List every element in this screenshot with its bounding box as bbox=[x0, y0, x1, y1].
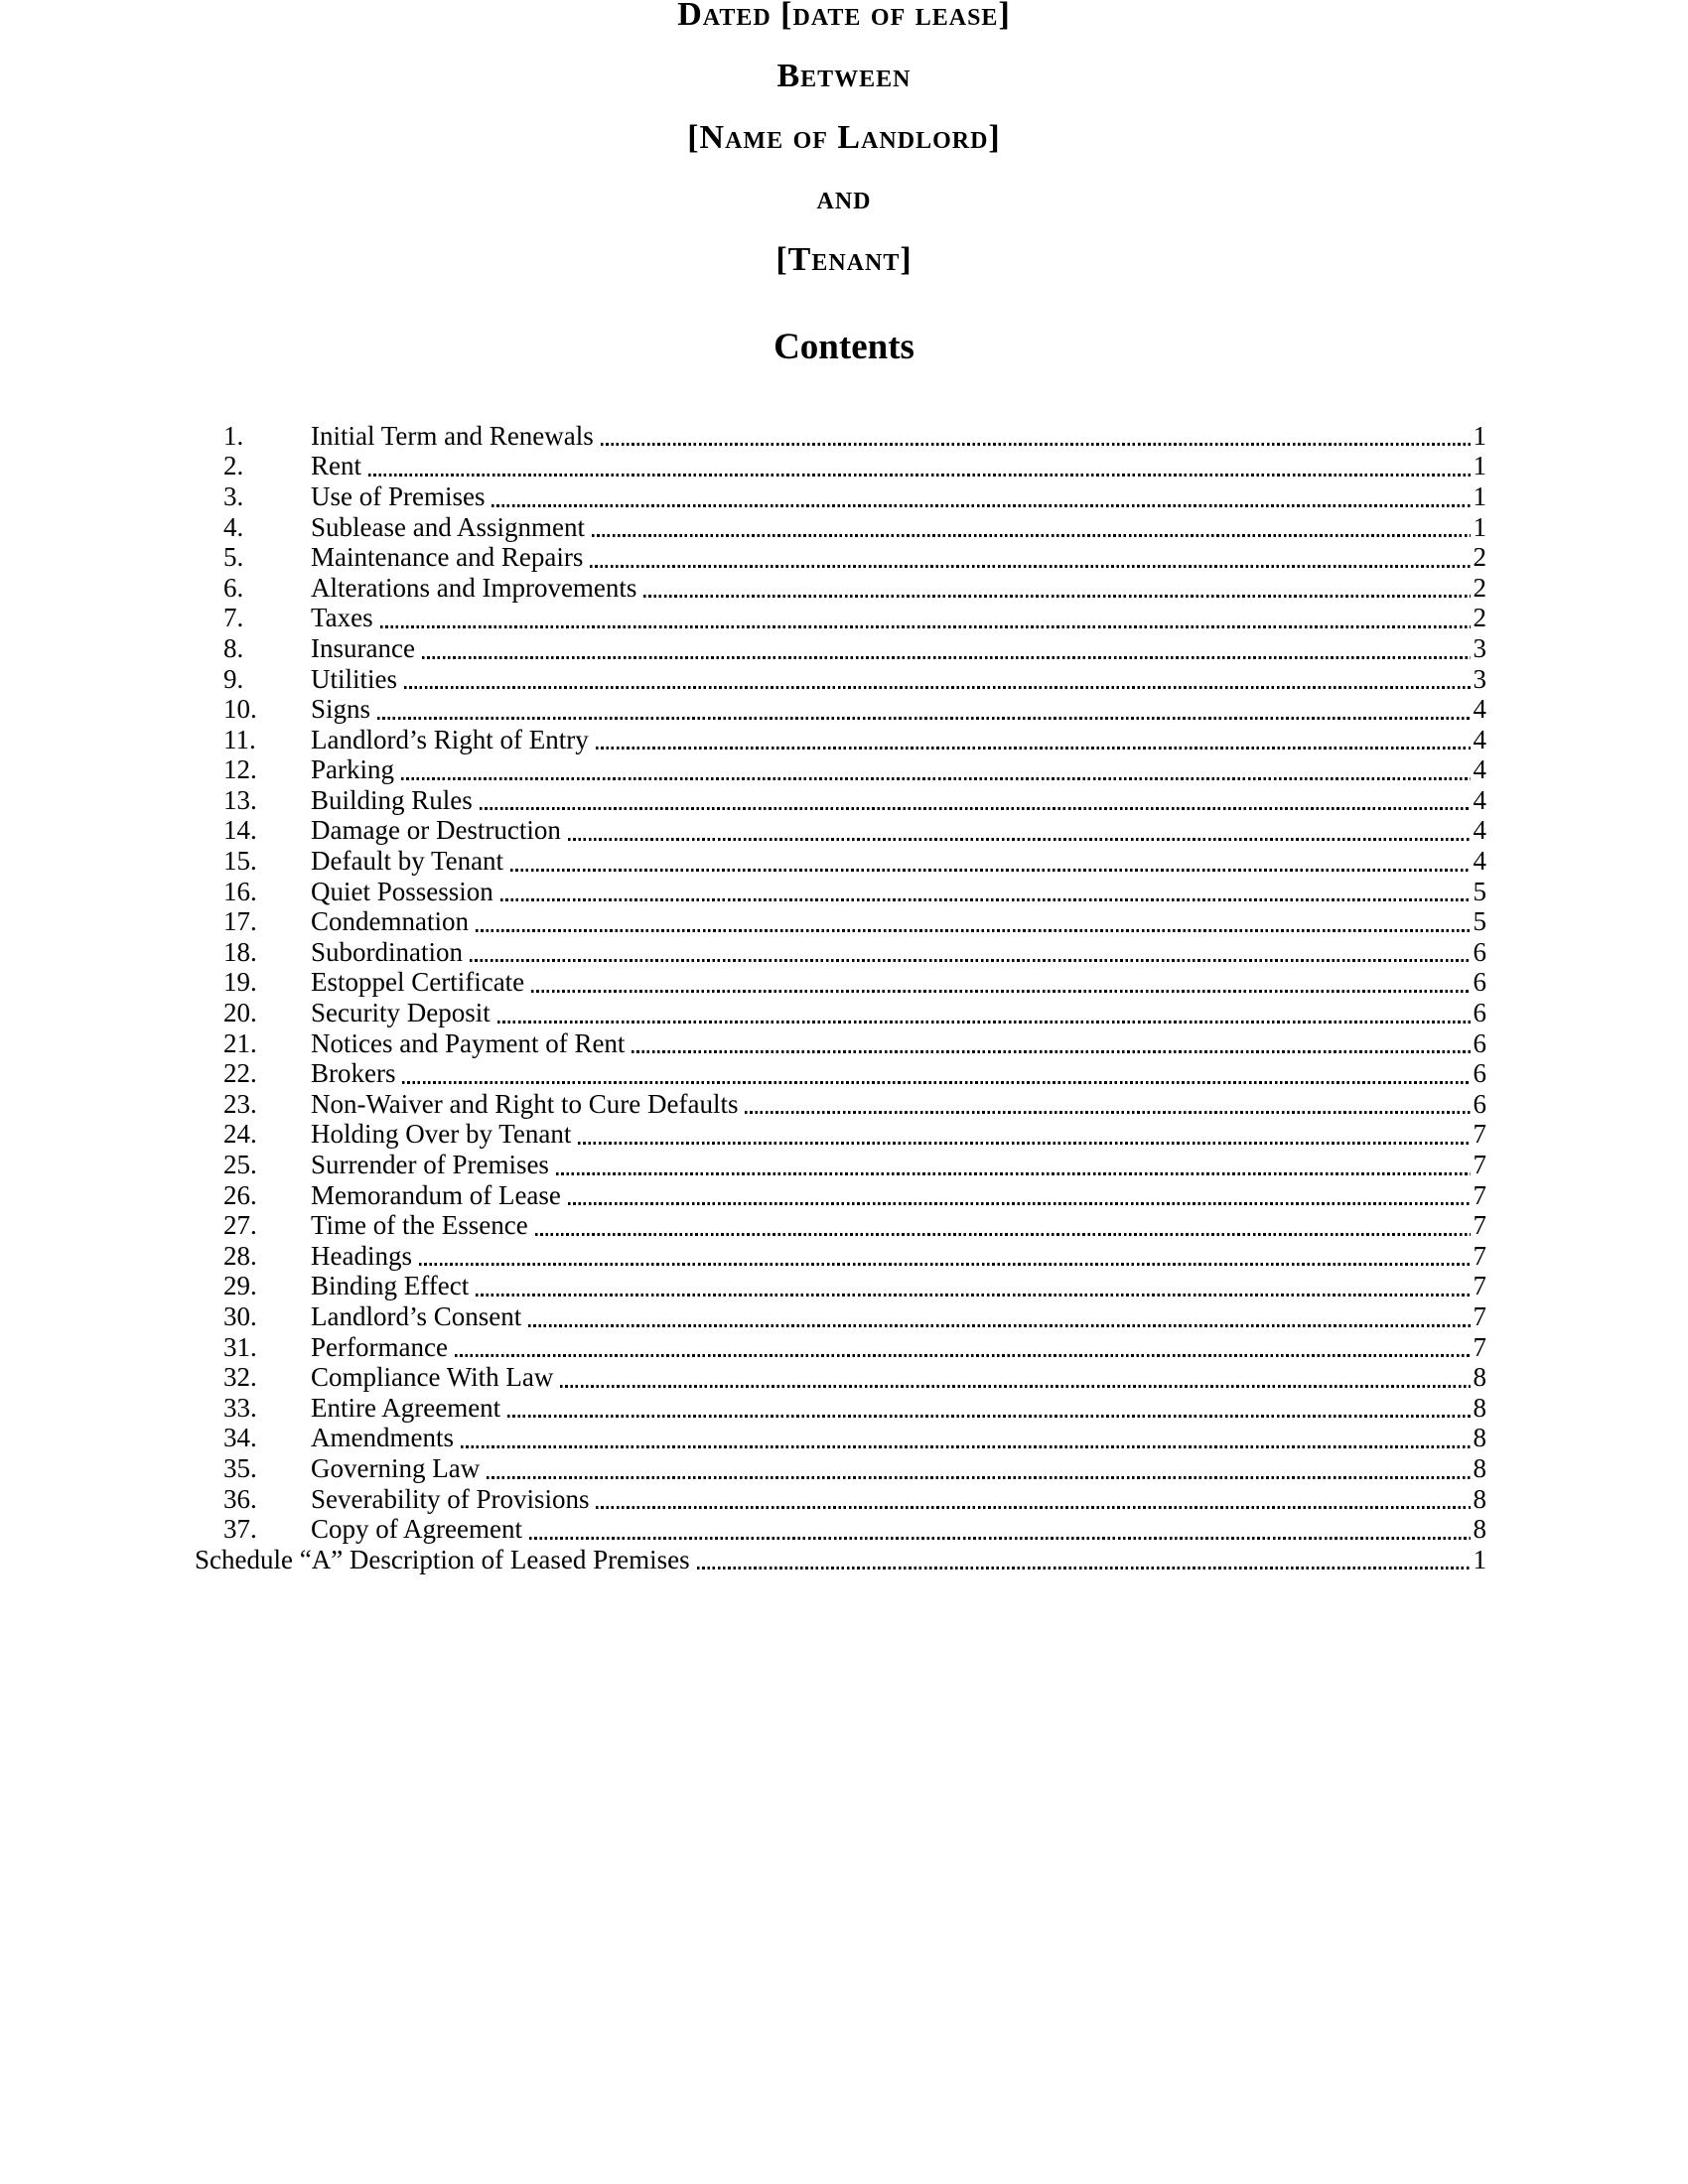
toc-entry-page: 4 bbox=[1473, 694, 1486, 725]
toc-entry bbox=[195, 1241, 1486, 1272]
toc-entry-page: 7 bbox=[1473, 1119, 1486, 1150]
dot-leader bbox=[475, 1271, 1472, 1301]
toc-entry-title: Security Deposit bbox=[311, 998, 491, 1028]
toc-entry-page: 2 bbox=[1473, 542, 1486, 573]
toc-entry-title: Notices and Payment of Rent bbox=[311, 1027, 626, 1058]
toc-entry-title: Parking bbox=[311, 754, 394, 785]
toc-entry bbox=[195, 785, 1486, 816]
dot-leader bbox=[631, 1028, 1472, 1059]
toc-entry-page: 7 bbox=[1473, 1240, 1486, 1271]
toc-entry bbox=[195, 1150, 1486, 1180]
toc-entry-page: 7 bbox=[1473, 1300, 1486, 1331]
document-title-block bbox=[0, 0, 1688, 291]
toc-entry-title: Entire Agreement bbox=[311, 1392, 501, 1423]
toc-entry-title: Default by Tenant bbox=[311, 846, 504, 877]
toc-entry-title: Rent bbox=[311, 451, 361, 481]
toc-entry-number: 8. bbox=[223, 632, 244, 663]
toc-entry bbox=[195, 725, 1486, 755]
toc-entry-title: Performance bbox=[311, 1331, 448, 1362]
toc-entry-title: Maintenance and Repairs bbox=[311, 542, 584, 573]
toc-entry-number: 11. bbox=[223, 724, 256, 754]
toc-entry-title: Estoppel Certificate bbox=[311, 967, 525, 998]
dot-leader bbox=[696, 1545, 1472, 1575]
toc-entry-page: 7 bbox=[1473, 1150, 1486, 1179]
toc-entry-number: 25. bbox=[223, 1150, 257, 1179]
toc-entry-number: 30. bbox=[223, 1300, 257, 1331]
toc-entry-title: Taxes bbox=[311, 603, 373, 633]
toc-entry-page: 1 bbox=[1473, 480, 1486, 511]
dot-leader bbox=[475, 906, 1472, 937]
toc-entry-title: Use of Premises bbox=[311, 480, 486, 511]
table-of-contents bbox=[195, 421, 1486, 1575]
toc-entry-page: 3 bbox=[1473, 632, 1486, 663]
dot-leader bbox=[403, 664, 1472, 695]
toc-entry bbox=[195, 906, 1486, 937]
toc-schedule-page: 1 bbox=[1473, 1544, 1486, 1574]
title-line-landlord: [Name of Landlord] bbox=[687, 118, 1001, 156]
toc-entry bbox=[195, 937, 1486, 968]
dot-leader bbox=[595, 1484, 1472, 1515]
dot-leader bbox=[744, 1089, 1472, 1120]
toc-entry-title: Governing Law bbox=[311, 1452, 481, 1483]
dot-leader bbox=[479, 785, 1472, 816]
toc-entry-page: 8 bbox=[1473, 1362, 1486, 1393]
dot-leader bbox=[469, 937, 1472, 968]
dot-leader bbox=[400, 754, 1472, 785]
toc-entry-number: 2. bbox=[223, 451, 244, 481]
toc-entry bbox=[195, 1210, 1486, 1241]
dot-leader bbox=[376, 694, 1472, 725]
toc-entry bbox=[195, 1028, 1486, 1059]
toc-entry-page: 2 bbox=[1473, 603, 1486, 633]
toc-entry bbox=[195, 1332, 1486, 1363]
toc-entry bbox=[195, 1301, 1486, 1332]
toc-entry-number: 21. bbox=[223, 1027, 257, 1058]
toc-entry bbox=[195, 846, 1486, 877]
toc-entry-title: Landlord’s Right of Entry bbox=[311, 724, 589, 754]
toc-entry-title: Alterations and Improvements bbox=[311, 572, 637, 603]
toc-entry-number: 31. bbox=[223, 1331, 257, 1362]
toc-entry-title: Headings bbox=[311, 1240, 412, 1271]
toc-entry-number: 7. bbox=[223, 603, 244, 633]
toc-entry bbox=[195, 603, 1486, 633]
toc-entry-number: 1. bbox=[223, 420, 244, 451]
toc-entry-number: 22. bbox=[223, 1058, 257, 1089]
dot-leader bbox=[595, 725, 1472, 755]
toc-entry-number: 26. bbox=[223, 1179, 257, 1210]
toc-entry-number: 36. bbox=[223, 1483, 257, 1514]
toc-entry-number: 10. bbox=[223, 694, 257, 725]
toc-schedule-entry bbox=[195, 1545, 1486, 1575]
toc-entry bbox=[195, 1180, 1486, 1211]
dot-leader bbox=[577, 1119, 1472, 1150]
toc-entry bbox=[195, 694, 1486, 725]
toc-entry-number: 9. bbox=[223, 663, 244, 694]
toc-schedule-title: Schedule “A” Description of Leased Premises bbox=[195, 1544, 690, 1574]
toc-entry-page: 5 bbox=[1473, 906, 1486, 937]
toc-entry-number: 33. bbox=[223, 1392, 257, 1423]
toc-entry-page: 6 bbox=[1473, 1027, 1486, 1058]
toc-entry-page: 8 bbox=[1473, 1514, 1486, 1545]
toc-entry-page: 4 bbox=[1473, 784, 1486, 815]
toc-entry-title: Condemnation bbox=[311, 906, 469, 937]
toc-entry bbox=[195, 1423, 1486, 1453]
toc-entry bbox=[195, 1058, 1486, 1089]
toc-entry-title: Severability of Provisions bbox=[311, 1483, 590, 1514]
toc-entry-title: Surrender of Premises bbox=[311, 1150, 549, 1179]
toc-entry-page: 8 bbox=[1473, 1423, 1486, 1453]
toc-entry-number: 24. bbox=[223, 1119, 257, 1150]
toc-entry-title: Initial Term and Renewals bbox=[311, 420, 594, 451]
toc-entry bbox=[195, 1271, 1486, 1301]
toc-entry bbox=[195, 967, 1486, 998]
toc-entry-title: Copy of Agreement bbox=[311, 1514, 522, 1545]
toc-entry bbox=[195, 481, 1486, 512]
toc-entry-number: 34. bbox=[223, 1423, 257, 1453]
toc-entry bbox=[195, 1393, 1486, 1424]
toc-entry-title: Utilities bbox=[311, 663, 397, 694]
toc-entry bbox=[195, 815, 1486, 846]
toc-entry-number: 35. bbox=[223, 1452, 257, 1483]
dot-leader bbox=[591, 512, 1472, 543]
toc-entry-page: 4 bbox=[1473, 724, 1486, 754]
title-line-between: Between bbox=[776, 57, 912, 94]
dot-leader bbox=[528, 1514, 1472, 1545]
toc-entry-number: 3. bbox=[223, 480, 244, 511]
toc-entry-page: 3 bbox=[1473, 663, 1486, 694]
toc-entry-page: 7 bbox=[1473, 1179, 1486, 1210]
toc-entry bbox=[195, 1362, 1486, 1393]
toc-entry-page: 8 bbox=[1473, 1483, 1486, 1514]
toc-entry-page: 1 bbox=[1473, 451, 1486, 481]
toc-entry-number: 14. bbox=[223, 815, 257, 846]
dot-leader bbox=[509, 846, 1472, 877]
toc-entry-number: 4. bbox=[223, 511, 244, 542]
dot-leader bbox=[600, 421, 1472, 452]
title-line-tenant: [Tenant] bbox=[775, 241, 913, 278]
toc-entry bbox=[195, 1484, 1486, 1515]
dot-leader bbox=[642, 573, 1472, 604]
dot-leader bbox=[367, 451, 1472, 481]
dot-leader bbox=[418, 1241, 1472, 1272]
toc-entry-title: Non-Waiver and Right to Cure Defaults bbox=[311, 1088, 739, 1119]
toc-entry bbox=[195, 542, 1486, 573]
toc-entry-page: 6 bbox=[1473, 936, 1486, 967]
dot-leader bbox=[486, 1453, 1472, 1484]
toc-entry-number: 32. bbox=[223, 1362, 257, 1393]
dot-leader bbox=[555, 1150, 1472, 1180]
toc-entry-title: Sublease and Assignment bbox=[311, 511, 585, 542]
toc-entry-number: 27. bbox=[223, 1210, 257, 1241]
toc-entry bbox=[195, 421, 1486, 452]
toc-entry-page: 7 bbox=[1473, 1210, 1486, 1241]
toc-entry-number: 37. bbox=[223, 1514, 257, 1545]
dot-leader bbox=[559, 1362, 1472, 1393]
dot-leader bbox=[527, 1301, 1472, 1332]
toc-entry-number: 23. bbox=[223, 1088, 257, 1119]
toc-entry-page: 1 bbox=[1473, 511, 1486, 542]
toc-entry-page: 6 bbox=[1473, 1088, 1486, 1119]
toc-entry-number: 15. bbox=[223, 846, 257, 877]
toc-entry-number: 20. bbox=[223, 998, 257, 1028]
toc-entry bbox=[195, 1453, 1486, 1484]
toc-entry bbox=[195, 754, 1486, 785]
toc-entry-page: 8 bbox=[1473, 1452, 1486, 1483]
dot-leader bbox=[567, 1180, 1472, 1211]
toc-entry-number: 29. bbox=[223, 1271, 257, 1301]
toc-entry bbox=[195, 512, 1486, 543]
dot-leader bbox=[567, 815, 1472, 846]
toc-entry-page: 6 bbox=[1473, 998, 1486, 1028]
dot-leader bbox=[454, 1332, 1472, 1363]
toc-entry bbox=[195, 451, 1486, 481]
toc-entry-page: 4 bbox=[1473, 754, 1486, 785]
toc-entry bbox=[195, 998, 1486, 1028]
dot-leader bbox=[460, 1423, 1472, 1453]
toc-entry-number: 28. bbox=[223, 1240, 257, 1271]
dot-leader bbox=[401, 1058, 1472, 1089]
dot-leader bbox=[499, 877, 1472, 907]
toc-entry-title: Building Rules bbox=[311, 784, 473, 815]
toc-entry-page: 2 bbox=[1473, 572, 1486, 603]
dot-leader bbox=[534, 1210, 1472, 1241]
toc-entry-title: Landlord’s Consent bbox=[311, 1300, 522, 1331]
contents-heading: Contents bbox=[774, 326, 914, 367]
toc-entry-title: Insurance bbox=[311, 632, 415, 663]
toc-entry-title: Amendments bbox=[311, 1423, 454, 1453]
toc-entry-title: Memorandum of Lease bbox=[311, 1179, 561, 1210]
toc-entry bbox=[195, 664, 1486, 695]
title-line-dated: Dated [date of lease] bbox=[677, 0, 1011, 33]
toc-entry-title: Binding Effect bbox=[311, 1271, 470, 1301]
dot-leader bbox=[379, 603, 1472, 633]
toc-entry-title: Time of the Essence bbox=[311, 1210, 528, 1241]
toc-entry-number: 17. bbox=[223, 906, 257, 937]
toc-entry-title: Damage or Destruction bbox=[311, 815, 561, 846]
dot-leader bbox=[589, 542, 1472, 573]
toc-entry-title: Holding Over by Tenant bbox=[311, 1119, 572, 1150]
toc-entry-page: 6 bbox=[1473, 967, 1486, 998]
dot-leader bbox=[491, 481, 1472, 512]
dot-leader bbox=[530, 967, 1472, 998]
toc-entry-title: Signs bbox=[311, 694, 371, 725]
toc-entry bbox=[195, 1119, 1486, 1150]
toc-entry-page: 7 bbox=[1473, 1331, 1486, 1362]
toc-entry-page: 6 bbox=[1473, 1058, 1486, 1089]
toc-entry-title: Quiet Possession bbox=[311, 876, 493, 906]
title-line-and: and bbox=[816, 180, 872, 217]
toc-entry-title: Subordination bbox=[311, 936, 463, 967]
dot-leader bbox=[496, 998, 1472, 1028]
toc-entry bbox=[195, 1514, 1486, 1545]
toc-entry-page: 1 bbox=[1473, 420, 1486, 451]
toc-entry bbox=[195, 1089, 1486, 1120]
toc-entry-number: 16. bbox=[223, 876, 257, 906]
toc-entry-title: Brokers bbox=[311, 1058, 396, 1089]
toc-entry-page: 5 bbox=[1473, 876, 1486, 906]
toc-entry-number: 13. bbox=[223, 784, 257, 815]
toc-entry-page: 4 bbox=[1473, 815, 1486, 846]
dot-leader bbox=[421, 633, 1472, 664]
toc-entry-number: 5. bbox=[223, 542, 244, 573]
toc-entry-page: 8 bbox=[1473, 1392, 1486, 1423]
dot-leader bbox=[506, 1393, 1472, 1424]
toc-entry bbox=[195, 573, 1486, 604]
toc-entry-number: 12. bbox=[223, 754, 257, 785]
toc-entry bbox=[195, 633, 1486, 664]
toc-entry-number: 19. bbox=[223, 967, 257, 998]
toc-entry-page: 4 bbox=[1473, 846, 1486, 877]
toc-entry-page: 7 bbox=[1473, 1271, 1486, 1301]
toc-entry bbox=[195, 877, 1486, 907]
toc-entry-title: Compliance With Law bbox=[311, 1362, 554, 1393]
toc-entry-number: 18. bbox=[223, 936, 257, 967]
toc-entry-number: 6. bbox=[223, 572, 244, 603]
